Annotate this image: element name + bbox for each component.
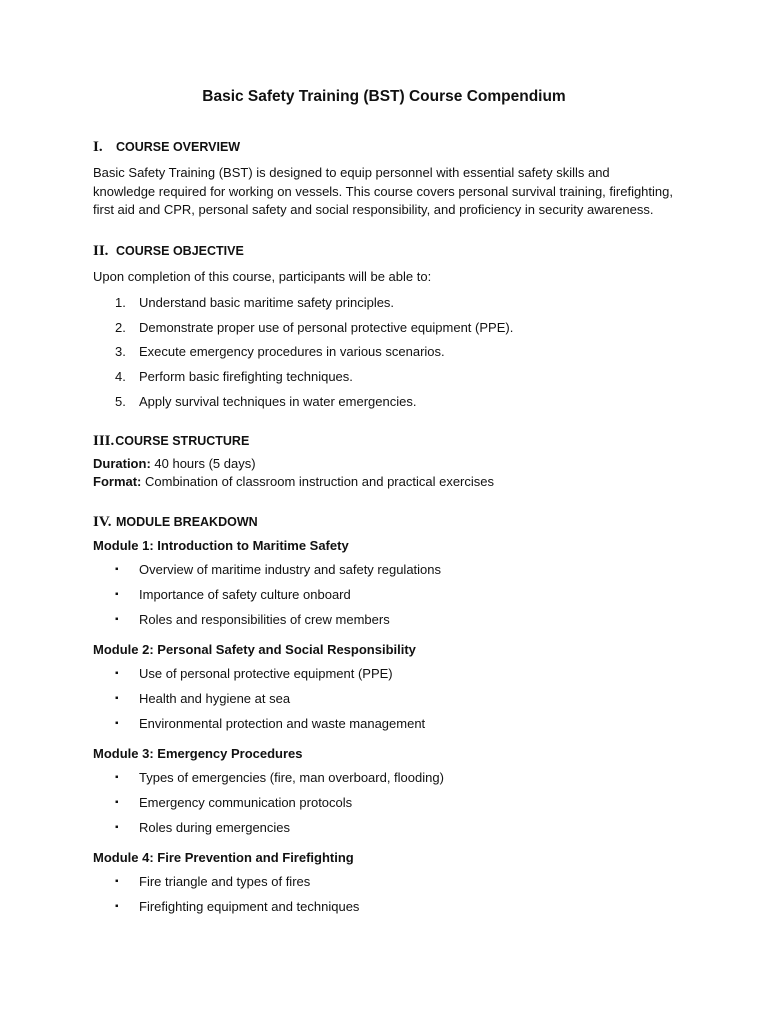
- bullet-icon: ▪: [115, 771, 119, 783]
- list-item-text: Overview of maritime industry and safety regulations: [139, 561, 442, 577]
- duration-label: Duration:: [93, 455, 151, 471]
- bullet-icon: ▪: [115, 667, 119, 679]
- list-item: [93, 343, 673, 361]
- list-number: 4.: [115, 369, 126, 385]
- section-course-objective: [93, 241, 673, 411]
- list-item: [93, 611, 673, 629]
- section-title: COURSE OBJECTIVE: [116, 243, 244, 258]
- module-4: [93, 849, 673, 916]
- list-item: [93, 319, 673, 337]
- module-2: [93, 641, 673, 733]
- duration-value: 40 hours (5 days): [150, 455, 256, 471]
- bullet-icon: ▪: [115, 692, 119, 704]
- list-item: [93, 561, 673, 579]
- list-item: [93, 898, 673, 916]
- list-item-text: Environmental protection and waste management: [139, 715, 426, 731]
- list-item-text: Firefighting equipment and techniques: [139, 898, 360, 914]
- list-number: 1.: [115, 295, 126, 310]
- overview-paragraph: Basic Safety Training (BST) is designed to equip personnel with essential safety skills and knowledge required for working on vessels. This course covers personal survival training, firefighting, first aid and CPR, personal safety and social responsibility, and proficiency in security awareness.: [93, 165, 673, 217]
- section-title: COURSE OVERVIEW: [116, 140, 241, 154]
- module-1: [93, 537, 673, 629]
- list-item: [93, 819, 673, 837]
- section-number: I.: [93, 139, 103, 155]
- section-module-breakdown: [93, 512, 673, 916]
- module-topic-list: [93, 873, 673, 916]
- section-heading: [93, 241, 673, 261]
- module-3: [93, 745, 673, 837]
- bullet-icon: ▪: [115, 563, 119, 575]
- section-course-structure: [93, 431, 673, 492]
- section-number: III.: [93, 432, 115, 449]
- bullet-icon: ▪: [115, 875, 119, 887]
- module-title: Module 1: Introduction to Maritime Safety: [93, 537, 349, 553]
- bullet-icon: ▪: [115, 796, 119, 808]
- format-line: [93, 473, 673, 492]
- list-item-text: Understand basic maritime safety principles.: [139, 295, 395, 310]
- list-item-text: Use of personal protective equipment (PPE): [139, 665, 393, 681]
- section-heading: [93, 512, 673, 532]
- list-item: [93, 368, 673, 386]
- list-item-text: Roles and responsibilities of crew members: [139, 611, 390, 627]
- list-item: [93, 393, 673, 411]
- section-heading: [93, 431, 673, 451]
- format-value: Combination of classroom instruction and practical exercises: [141, 474, 494, 490]
- list-item-text: Types of emergencies (fire, man overboard, flooding): [139, 769, 444, 785]
- duration-line: [93, 455, 673, 474]
- section-title: COURSE STRUCTURE: [115, 433, 250, 448]
- section-title: MODULE BREAKDOWN: [116, 514, 258, 529]
- list-item-text: Apply survival techniques in water emergencies.: [139, 393, 417, 409]
- list-item-text: Health and hygiene at sea: [139, 690, 291, 706]
- module-title: Module 4: Fire Prevention and Firefighting: [93, 849, 354, 865]
- module-topic-list: [93, 665, 673, 733]
- list-item: [93, 769, 673, 787]
- list-item-text: Perform basic firefighting techniques.: [139, 369, 353, 385]
- module-title: Module 3: Emergency Procedures: [93, 745, 303, 761]
- list-item: [93, 715, 673, 733]
- list-number: 2.: [115, 319, 126, 335]
- section-course-overview: [93, 137, 673, 220]
- list-number: 3.: [115, 344, 126, 360]
- list-item-text: Fire triangle and types of fires: [139, 873, 311, 889]
- module-title: Module 2: Personal Safety and Social Responsibility: [93, 641, 416, 657]
- bullet-icon: ▪: [115, 613, 119, 625]
- bullet-icon: ▪: [115, 821, 119, 833]
- section-heading: [93, 137, 673, 157]
- objective-intro: Upon completion of this course, participants will be able to:: [93, 268, 432, 284]
- format-label: Format:: [93, 474, 142, 490]
- list-item-text: Demonstrate proper use of personal protective equipment (PPE).: [139, 319, 514, 335]
- document-title: Basic Safety Training (BST) Course Compendium: [202, 88, 566, 105]
- list-item-text: Execute emergency procedures in various scenarios.: [139, 344, 445, 360]
- objective-list: [93, 294, 673, 411]
- list-item-text: Importance of safety culture onboard: [139, 586, 351, 602]
- section-number: II.: [93, 242, 109, 259]
- bullet-icon: ▪: [115, 588, 119, 600]
- list-item: [93, 873, 673, 891]
- bullet-icon: ▪: [115, 717, 119, 729]
- list-item: [93, 586, 673, 604]
- list-item: [93, 294, 673, 312]
- list-item: [93, 794, 673, 812]
- list-item: [93, 690, 673, 708]
- list-item-text: Roles during emergencies: [139, 819, 291, 835]
- bullet-icon: ▪: [115, 900, 119, 912]
- section-number: IV.: [93, 513, 112, 530]
- list-item-text: Emergency communication protocols: [139, 794, 353, 810]
- module-topic-list: [93, 561, 673, 629]
- document-body: [93, 137, 673, 932]
- list-item: [93, 665, 673, 683]
- module-topic-list: [93, 769, 673, 837]
- list-number: 5.: [115, 393, 126, 409]
